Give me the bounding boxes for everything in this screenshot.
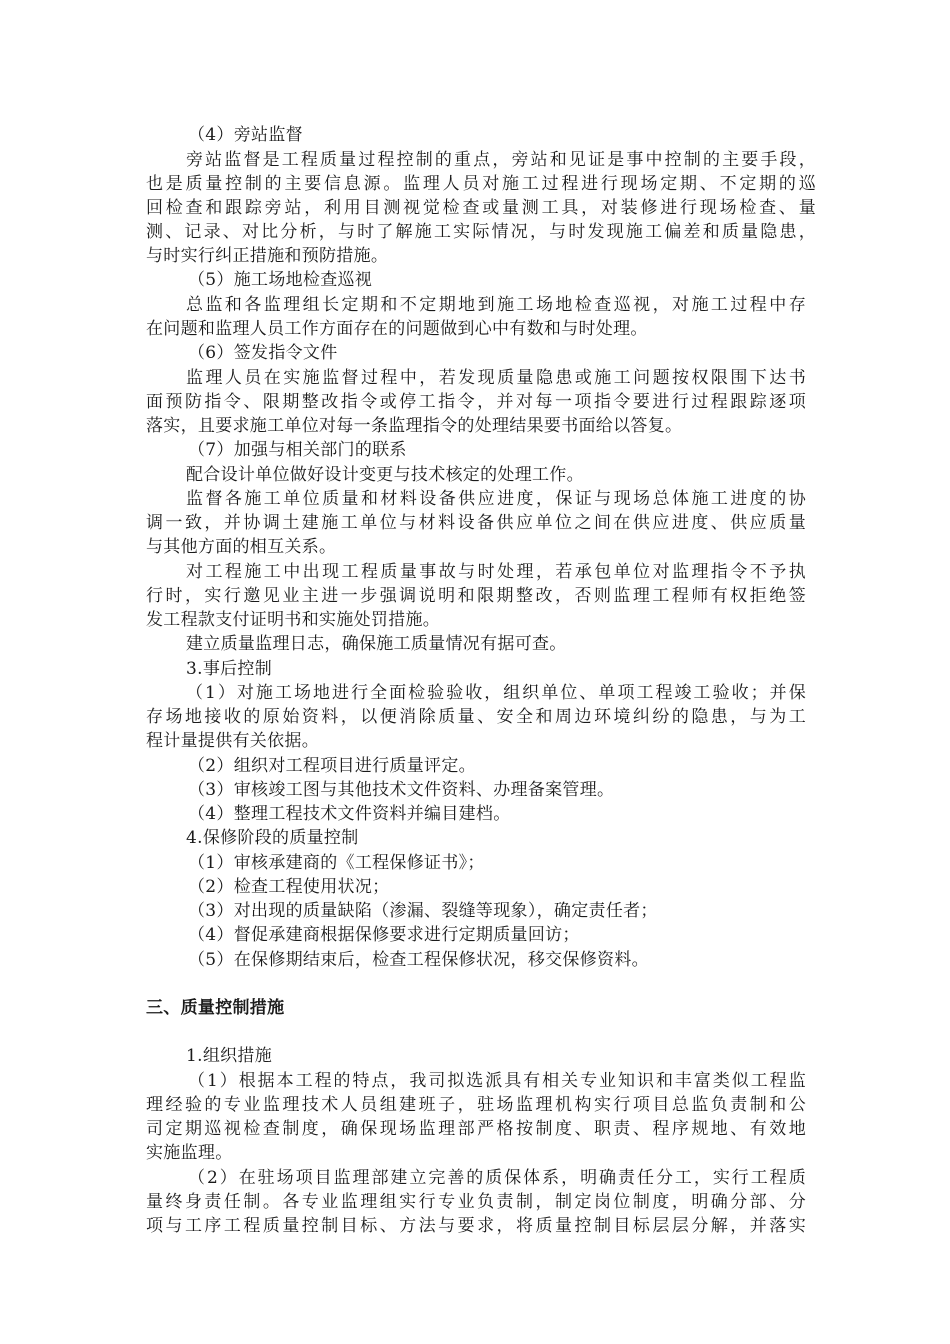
section-warranty: 4.保修阶段的质量控制 bbox=[186, 828, 359, 848]
paragraph-line: 项与工序工程质量控制目标、方法与要求，将质量控制目标层层分解，并落实 bbox=[146, 1216, 806, 1236]
subheading-site-inspection: （5）施工场地检查巡视 bbox=[188, 270, 373, 290]
paragraph-line: （1）对施工场地进行全面检验验收，组织单位、单项工程竣工验收；并保 bbox=[186, 683, 806, 703]
list-item: （2）检查工程使用状况； bbox=[188, 877, 390, 897]
list-item: （5）在保修期结束后，检查工程保修状况，移交保修资料。 bbox=[188, 950, 649, 970]
list-item: （1）审核承建商的《工程保修证书》； bbox=[188, 853, 485, 873]
paragraph-line: 配合设计单位做好设计变更与技术核定的处理工作。 bbox=[186, 465, 584, 485]
paragraph-line: 存场地接收的原始资料，以便消除质量、安全和周边环境纠纷的隐患，与为工 bbox=[146, 707, 806, 727]
list-item: （3）审核竣工图与其他技术文件资料、办理备案管理。 bbox=[188, 780, 615, 800]
paragraph-line: 发工程款支付证明书和实施处罚措施。 bbox=[146, 610, 441, 630]
paragraph-line: 测、记录、对比分析，与时了解施工实际情况，与时发现施工偏差和质量隐患， bbox=[146, 222, 816, 242]
list-item: （2）组织对工程项目进行质量评定。 bbox=[188, 756, 476, 776]
paragraph-line: 司定期巡视检查制度，确保现场监理部严格按制度、职责、程序规地、有效地 bbox=[146, 1119, 806, 1139]
paragraph-line: 落实，且要求施工单位对每一条监理指令的处理结果要书面给以答复。 bbox=[146, 416, 683, 436]
paragraph-line: 建立质量监理日志，确保施工质量情况有据可查。 bbox=[186, 634, 567, 654]
subheading-organization: 1.组织措施 bbox=[186, 1046, 273, 1066]
paragraph-line: 与时实行纠正措施和预防措施。 bbox=[146, 246, 389, 266]
section-post-control: 3.事后控制 bbox=[186, 659, 273, 679]
paragraph-line: 面预防指令、限期整改指令或停工指令，并对每一项指令要进行过程跟踪逐项 bbox=[146, 392, 806, 412]
paragraph-line: 回检查和跟踪旁站，利用目测视觉检查或量测工具，对装修进行现场检查、量 bbox=[146, 198, 816, 218]
paragraph-line: 行时，实行邀见业主进一步强调说明和限期整改，否则监理工程师有权拒绝签 bbox=[146, 586, 806, 606]
paragraph-line: （2）在驻场项目监理部建立完善的质保体系，明确责任分工，实行工程质 bbox=[188, 1168, 806, 1188]
list-item: （4）整理工程技术文件资料并编目建档。 bbox=[188, 804, 511, 824]
section-heading-quality-measures: 三、质量控制措施 bbox=[146, 998, 285, 1018]
paragraph-line: 量终身责任制。各专业监理组实行专业负责制，制定岗位制度，明确分部、分 bbox=[146, 1192, 806, 1212]
paragraph-line: 总监和各监理组长定期和不定期地到施工场地检查巡视，对施工过程中存 bbox=[186, 295, 806, 315]
paragraph-line: 旁站监督是工程质量过程控制的重点，旁站和见证是事中控制的主要手段， bbox=[186, 150, 816, 170]
paragraph-line: 程计量提供有关依据。 bbox=[146, 731, 319, 751]
paragraph-line: 实施监理。 bbox=[146, 1143, 233, 1163]
paragraph-line: （1）根据本工程的特点，我司拟选派具有相关专业知识和丰富类似工程监 bbox=[188, 1071, 806, 1091]
paragraph-line: 对工程施工中出现工程质量事故与时处理，若承包单位对监理指令不予执 bbox=[186, 562, 806, 582]
paragraph-line: 也是质量控制的主要信息源。监理人员对施工过程进行现场定期、不定期的巡 bbox=[146, 174, 816, 194]
paragraph-line: 监督各施工单位质量和材料设备供应进度，保证与现场总体施工进度的协 bbox=[186, 489, 806, 509]
paragraph-line: 监理人员在实施监督过程中，若发现质量隐患或施工问题按权限围下达书 bbox=[186, 368, 806, 388]
paragraph-line: 调一致，并协调土建施工单位与材料设备供应单位之间在供应进度、供应质量 bbox=[146, 513, 806, 533]
list-item: （4）督促承建商根据保修要求进行定期质量回访； bbox=[188, 925, 580, 945]
list-item: （3）对出现的质量缺陷（渗漏、裂缝等现象），确定责任者； bbox=[188, 901, 658, 921]
paragraph-line: 理经验的专业监理技术人员组建班子，驻场监理机构实行项目总监负责制和公 bbox=[146, 1095, 806, 1115]
subheading-liaison: （7）加强与相关部门的联系 bbox=[188, 440, 407, 460]
subheading-side-station: （4）旁站监督 bbox=[188, 125, 303, 145]
paragraph-line: 与其他方面的相互关系。 bbox=[146, 537, 337, 557]
paragraph-line: 在问题和监理人员工作方面存在的问题做到心中有数和与时处理。 bbox=[146, 319, 648, 339]
subheading-instructions: （6）签发指令文件 bbox=[188, 343, 338, 363]
